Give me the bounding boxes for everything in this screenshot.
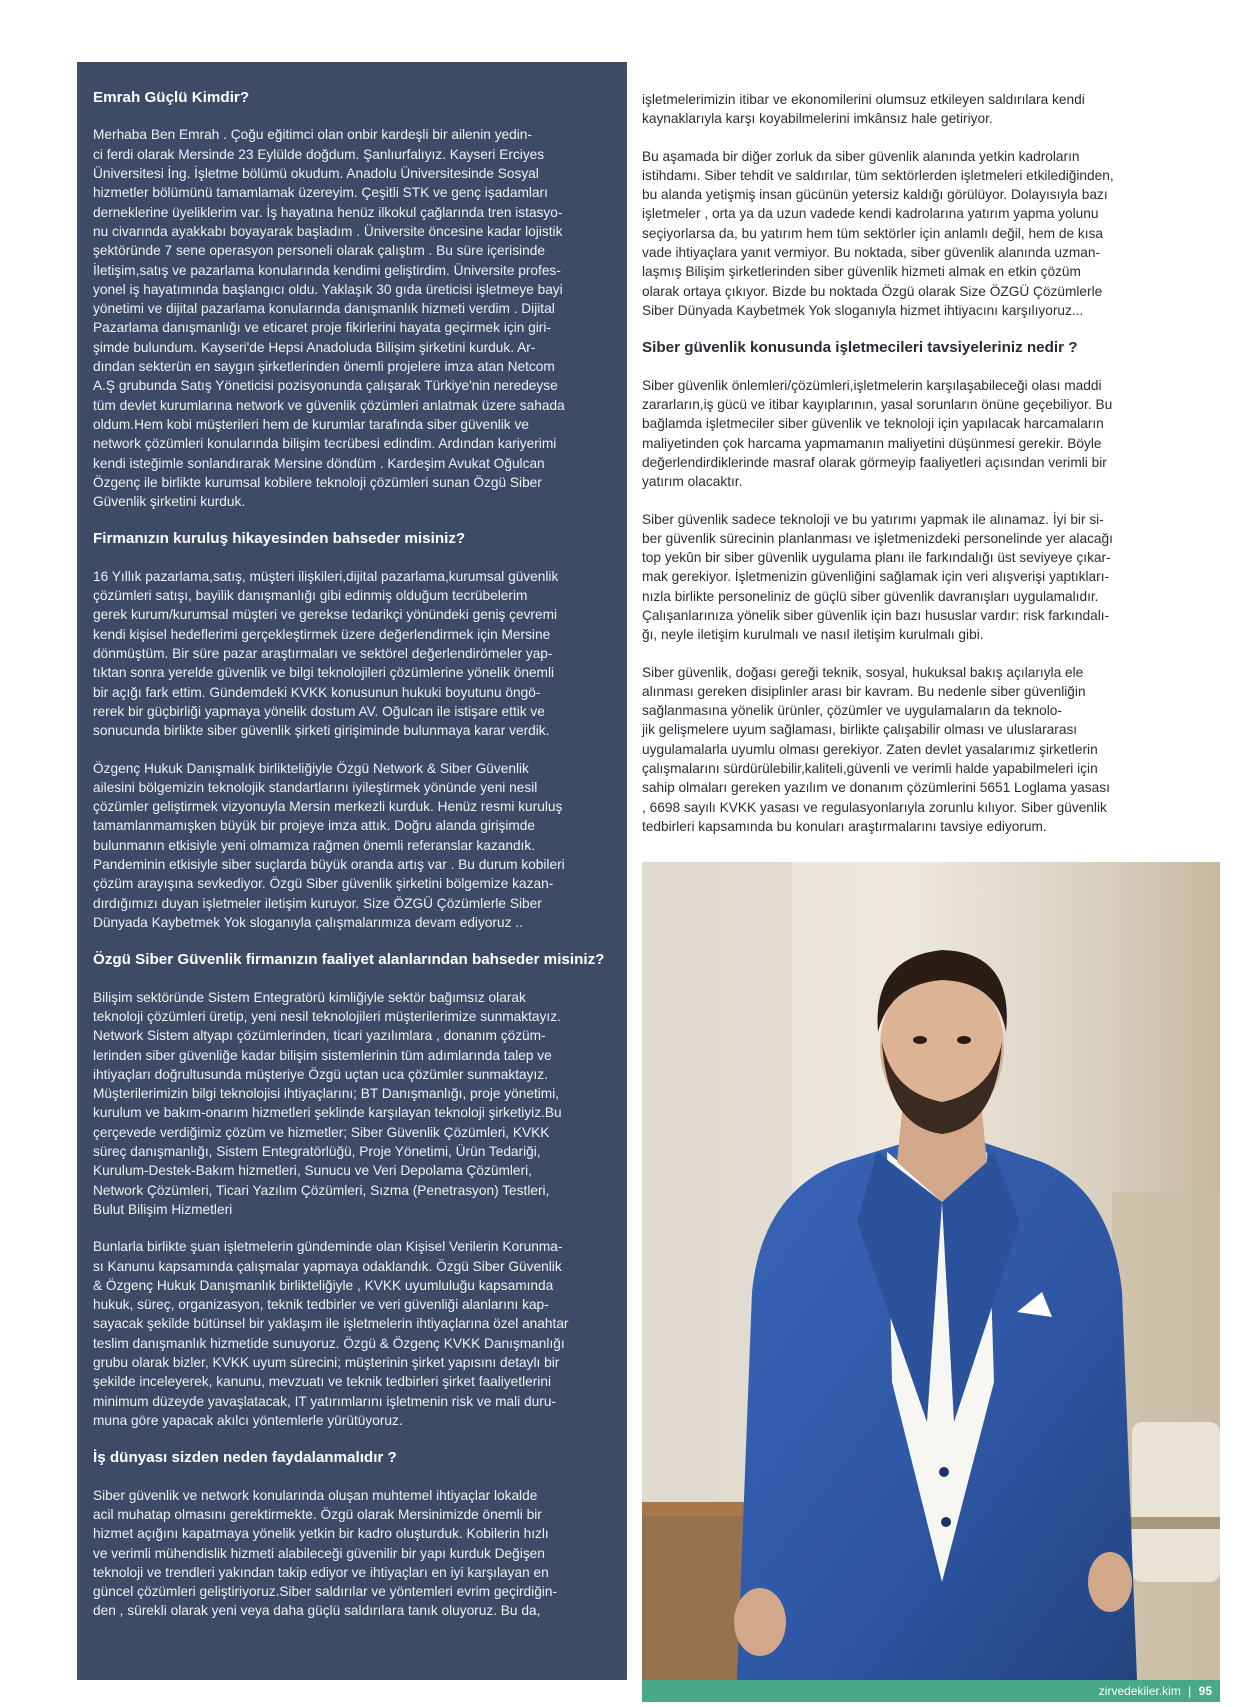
heading-why-benefit: İş dünyası sizden neden faydalanmalıdır ? (93, 1449, 397, 1467)
paragraph-continued: işletmelerimizin itibar ve ekonomilerini olumsuz etkileyen saldırılara kendi kaynaklarıyla karşı koyabilmelerini imkânsız hale getiriyor. (642, 92, 1085, 127)
paragraph-recommend-1: Siber güvenlik önlemleri/çözümleri,işletmelerin karşılaşabileceği olası maddi zararların,iş gücü ve itibar kayıplarının, yasal sorunların önüne geçebiliyor. Bu bağlamda işletmeciler siber güvenlik ve teknoloji için yapılacak harcamaların maliyetinden çok harcama yapmamanın maliyetini düşünmesi gerekir. Böyle değerlendirdiklerinde masraf olarak görmeyip faaliyetleri açısından verimli bir yatırım olacaktır. (642, 377, 1113, 490)
footer-separator: | (1188, 1684, 1192, 1698)
heading-who-is: Emrah Güçlü Kimdir? (93, 89, 250, 106)
heading-founding-story: Firmanızın kuruluş hikayesinden bahseder misiniz? (93, 530, 466, 548)
paragraph-bio: Merhaba Ben Emrah . Çoğu eğitimci olan onbir kardeşli bir ailenin yedin- ci ferdi olarak Mersinde 23 Eylülde doğdum. Şanlıurfalıyız. Kayseri Erciyes Üniversitesi İng. İşletme bölümü okudum. Anadolu Üniversitesinde Sosyal hizmetler bölümünü tamamlamak üzereyim. Çeşitli STK ve genç işadamları derneklerine üyeliklerim var. İş hayatına henüz ilkokul çağlarında tren istasyo- nu civarında ayakkabı boyayarak başladım . Üniversite öncesine kadar lojistik şektöründe 7 sene operasyon personeli olarak çalıştım . Bu süre içerisinde İletişim,satış ve pazarlama konularında kendimi geliştirdim. Üniversite profes- yonel iş hayatımında başlangıcı oldu. Yaklaşık 30 gıda üreticisi işletmeye bayi yönetimi ve dijital pazarlama konularında danışmanlık hizmeti verdim . Dijital Pazarlama danışmanlığı ve eticaret proje fikirlerini hayata geçirmek için giri- şimde bulundum. Kayseri'de Hepsi Anadoluda Bilişim şirketini kurduk. Ar- dından sekterün en saygın şirketlerinden önemli projelere imza atan Netcom A.Ş grubunda Satış Yöneticisi pozisyonunda çalışarak Türkiye'nin neredeyse tüm devlet kurumlarına network ve güvenlik çözümleri anlatmak üzere sahada oldum.Hem kobi müşterileri hem de kurumlar tarafında siber güvenlik ve network çözümleri konularında bilişim tecrübesi edindim. Ardından kariyerimi kendi isteğimle sonlandırarak Mersine döndüm . Kardeşim Avukat Oğulcan Özgenç ile birlikte kurumsal kobilere teknoloji çözümleri sunan Özgü Siber Güvenlik şirketini kurduk. (93, 127, 565, 510)
paragraph-staffing: Bu aşamada bir diğer zorluk da siber güvenlik alanında yetkin kadroların istihdamı. Siber tehdit ve saldırılar, tüm sektörlerden işletmeleri etkilediğinden, bu alanda yetişmiş insan gücünün yetersiz kaldığı görülüyor. Dolayısıyla bazı işletmeler , orta ya da uzun vadede kendi kadrolarına yatırım yapma yolunu seçiyorlarsa da, bu yatırım hem tüm sektörler için anlamlı değil, hem de kısa vade ihtiyaçlara yanıt vermiyor. Bu noktada, siber güvenlik alanında uzman- laşmış Bilişim şirketlerinden siber güvenlik hizmeti almak en etkin çözüm olarak ortaya çıkıyor. Bizde bu noktada Özgü olarak Size ÖZGÜ Çözümlerle Siber Dünyada Kaybetmek Yok sloganıyla hizmet ihtiyacını karşılıyoruz... (642, 148, 1114, 318)
page-number: 95 (1198, 1684, 1212, 1698)
heading-recommendations: Siber güvenlik konusunda işletmecileri tavsiyeleriniz nedir ? (642, 339, 1078, 357)
heading-activity-areas: Özgü Siber Güvenlik firmanızın faaliyet alanlarından bahseder misiniz? (93, 951, 605, 969)
paragraph-recommend-2: Siber güvenlik sadece teknoloji ve bu yatırımı yapmak ile alınamaz. İyi bir si- ber güvenlik sürecinin planlanması ve işletmenizdeki personelinde yer alacağı top yekûn bir siber güvenlik uygulama planı ile farkındalığı üst seviyeye çıkar- mak gerekiyor. İşletmenizin güvenliğini sağlamak için veri alışverişi yaptıkları- nızla birlikte personeliniz de güçlü siber güvenlik davranışları uygulamalıdır. Çalışanlarınıza yönelik siber güvenlik için bazı hususlar vardır: risk farkındalı- ğı, neyle iletişim kurulmalı ve nasıl iletişim kurulmalı gibi. (642, 511, 1113, 643)
footer-site: zirvedekiler.kim (1098, 1684, 1181, 1698)
portrait-photo (642, 862, 1220, 1680)
paragraph-founding-1: 16 Yıllık pazarlama,satış, müşteri ilişkileri,dijital pazarlama,kurumsal güvenlik çözümleri satışı, bayilik danışmanlığı gibi edinmiş olduğum tecrübelerim gerek kurum/kurumsal müşteri ve gerekse tedarikçi yönündeki geniş çevremi kendi kişisel hedeflerimi gerçekleştirmek üzere değerlendirmek için Mersine dönmüştüm. Bir süre pazar araştırmaları ve sektörel değerlendirömeler yap- tıktan sonra yerelde güvenlik ve bilgi teknolojileri çözümlerine yönelik önemli bir açığı fark ettim. Gündemdeki KVKK konusunun hukuki boyutunu öngö- rerek bir güçbirliği yapmaya yönelik dostum AV. Oğulcan ile istişare ettik ve sonucunda birlikte siber güvenlik şirketi girişiminde bulunmaya karar verdik. (93, 568, 559, 739)
paragraph-founding-2: Özgenç Hukuk Danışmalık birlikteliğiyle Özgü Network & Siber Güvenlik ailesini bölgemizin teknolojik standartlarını iyileştirmek yönünde yeni nesil çözümler geliştirmek vizyonuyla Mersin merkezli kurduk. Henüz resmi kuruluş tamamlanmamışken büyük bir projeye imza attık. Doğru alanda girişimde bulunmanın etkisiyle yeni olmamıza rağmen önemli referanslar kazandık. Pandeminin etkisiyle siber suçlarda büyük oranda artış var . Bu durum kobileri çözüm arayışına sevkediyor. Özgü Siber güvenlik şirketini bölgemize kazan- dırdığımızı duyan işletmeler iletişim kuruyor. Size ÖZGÜ Çözümlerle Siber Dünyada Kaybetmek Yok sloganıyla çalışmalarımıza devam ediyoruz .. (93, 760, 565, 930)
portrait-illustration (642, 862, 1220, 1680)
right-column (642, 90, 1172, 854)
page-footer (642, 1680, 1220, 1702)
paragraph-why-benefit: Siber güvenlik ve network konularında oluşan muhtemel ihtiyaçlar lokalde acil muhatap olmasını gerektirmekte. Özgü olarak Mersinimizde önemli bir hizmet açığını kapatmaya yönelik yetkin bir kadro oluşturduk. Kobilerin hızlı ve verimli mühendislik hizmeti alabileceği güvenilir bir yapı kurduk Değişen teknoloji ve trendleri yakından takip ediyor ve ihtiyaçları en iyi karşılayan en güncel çözümleri geliştiriyoruz.Siber saldırılar ve yöntemleri evrim geçirdiğin- den , sürekli olarak yeni veya daha güçlü saldırılara tanık oluyoruz. Bu da, (93, 1487, 558, 1619)
paragraph-recommend-3: Siber güvenlik, doğası gereği teknik, sosyal, hukuksal bakış açılarıyla ele alınması gereken disiplinler arası bir kavram. Bu nedenle siber güvenliğin sağlanmasına yönelik ürünler, çözümler ve uygulamaların da teknolo- jik gelişmelere uyum sağlaması, birlikte çalışabilir olması ve uluslararası uygulamalarla uyumlu olması gerekiyor. Zaten devlet yasalarımız şirketlerin çalışmalarını sürdürülebilir,kaliteli,güvenli ve verimli halde yapabilmeleri için sahip olmaları gereken yazılım ve donanım çözümlerini 5651 Loglama yasası , 6698 sayılı KVKK yasası ve regulasyonlarıyla zorunlu kılıyor. Siber güvenlik tedbirleri kapsamında bu konuları araştırmalarını tavsiye ediyorum. (642, 664, 1110, 834)
paragraph-activity-1: Bilişim sektöründe Sistem Entegratörü kimliğiyle sektör bağımsız olarak teknoloji çözümleri üretip, yeni nesil teknolojileri müşterilerimize sunmaktayız. Network Sistem altyapı çözümlerinden, ticari yazılımlara , donanım çözüm- lerinden siber güvenliğe kadar bilişim sistemlerinin tüm adımlarında talep ve ihtiyaçları doğrultusunda müşteriye Özgü uçtan uca çözümler sunmaktayız. Müşterilerimizin bilgi teknolojisi ihtiyaçlarını; BT Danışmanlığı, proje yönetimi, kurulum ve bakım-onarım hizmetleri şeklinde karşılayan teknoloji şirketiyiz.Bu çerçevede verdiğimiz çözüm ve hizmetler; Siber Güvenlik Çözümleri, KVKK süreç danışmanlığı, Sistem Entegratörlüğü, Proje Yönetimi, Ürün Tedariği, Kurulum-Destek-Bakım hizmetleri, Sunucu ve Veri Depolama Çözümleri, Network Çözümleri, Ticari Yazılım Çözümleri, Sızma (Penetrasyon) Testleri, Bulut Bilişim Hizmetleri (93, 989, 562, 1217)
interview-panel (77, 62, 627, 1680)
paragraph-activity-2: Bunlarla birlikte şuan işletmelerin gündeminde olan Kişisel Verilerin Korunma- sı Kanunu kapsamında çalışmalar yapmaya odaklandık. Özgü Siber Güvenlik & Özgenç Hukuk Danışmanlık birlikteliğiyle , KVKK uyumluluğu kapsamında hukuk, süreç, organizasyon, teknik tedbirler ve veri güvenliği alanlarını kap- sayacak şekilde bütünsel bir yaklaşım ile işletmelerin ihtiyaçlarına özel anahtar teslim danışmanlık hizmetide sunuyoruz. Özgü & Özgenç KVKK Danışmanlığı grubu olarak bizler, KVKK uyum sürecini; müşterinin şirket yapısını detaylı bir şekilde inceleyerek, kanunu, mevzuatı ve teknik tedbirleri şirket faaliyetlerini minimum düzeyde yavaşlatacak, IT yatırımlarını işletmenin risk ve mali duru- muna göre yapacak akılcı yöntemlerle yürütüyoruz. (93, 1239, 569, 1428)
